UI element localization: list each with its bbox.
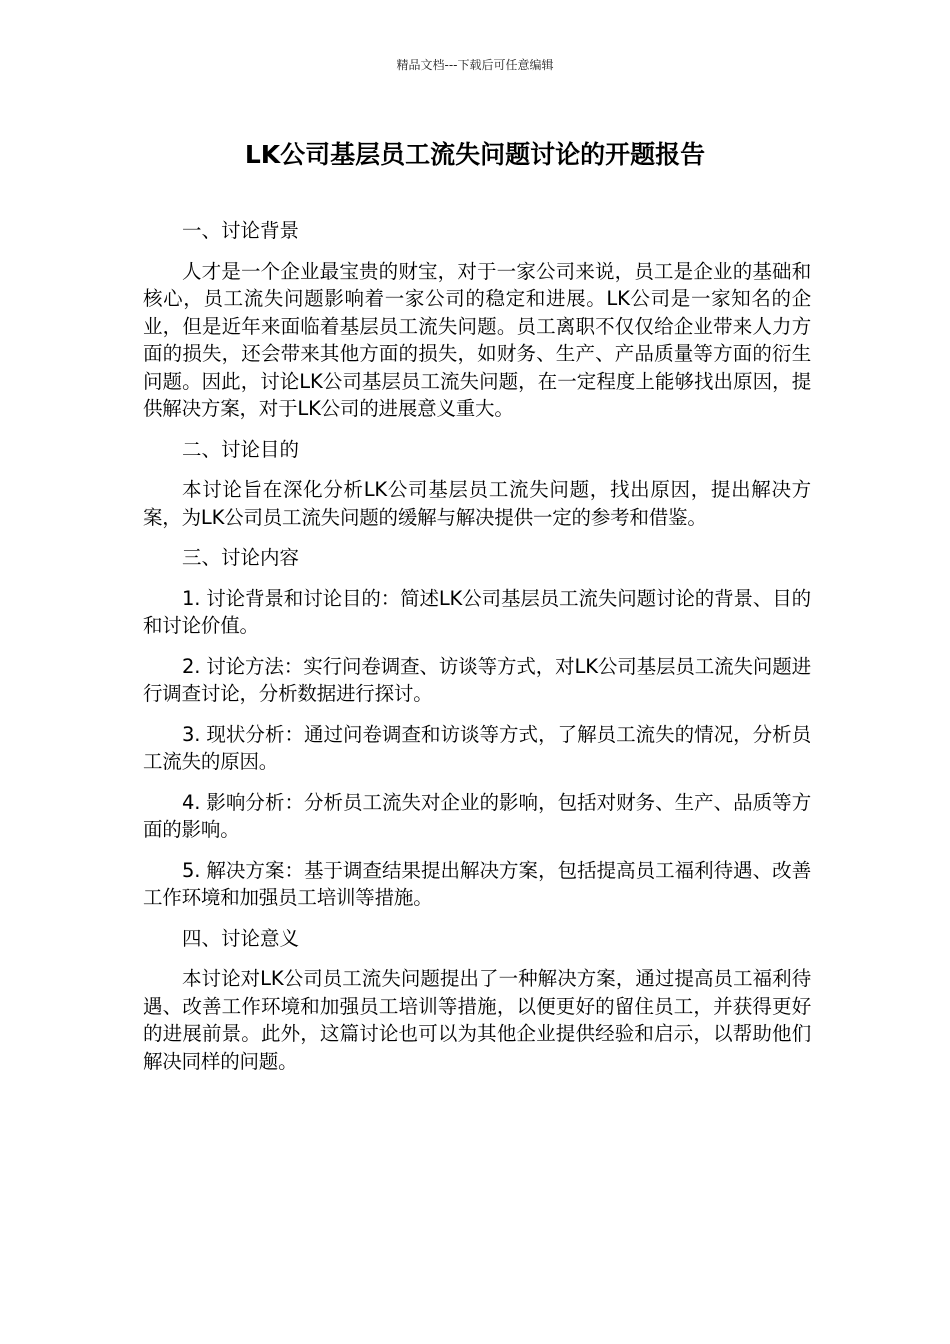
header-note: 精品文档---下载后可任意编辑: [396, 58, 554, 72]
paragraph-background: 人才是一个企业最宝贵的财宝，对于一家公司来说，员工是企业的基础和核心，员工流失问题影响着一家公司的稳定和进展。LK公司是一家知名的企业，但是近年来面临着基层员工流失问题。员工离职不仅仅给企业带来人力方面的损失，还会带来其他方面的损失，如财务、生产、产品质量等方面的衍生问题。因此，讨论LK公司基层员工流失问题，在一定程度上能够找出原因，提供解决方案，对于LK公司的进展意义重大。: [143, 259, 811, 420]
content-item-3: 3. 现状分析：通过问卷调查和访谈等方式，了解员工流失的情况，分析员工流失的原因。: [143, 722, 811, 773]
document-body: [143, 217, 811, 1088]
content-item-5: 5. 解决方案：基于调查结果提出解决方案，包括提高员工福利待遇、改善工作环境和加强员工培训等措施。: [143, 858, 811, 909]
paragraph-purpose: 本讨论旨在深化分析LK公司基层员工流失问题，找出原因，提出解决方案，为LK公司员工流失问题的缓解与解决提供一定的参考和借鉴。: [143, 478, 811, 529]
paragraph-significance: 本讨论对LK公司员工流失问题提出了一种解决方案，通过提高员工福利待遇、改善工作环境和加强员工培训等措施，以便更好的留住员工，并获得更好的进展前景。此外，这篇讨论也可以为其他企业提供经验和启示，以帮助他们解决同样的问题。: [143, 967, 811, 1073]
document-title: LK公司基层员工流失问题讨论的开题报告: [244, 140, 706, 169]
content-item-2: 2. 讨论方法：实行问卷调查、访谈等方式，对LK公司基层员工流失问题进行调查讨论，分析数据进行探讨。: [143, 654, 811, 705]
section-heading-purpose: 二、讨论目的: [182, 437, 300, 461]
content-item-4: 4. 影响分析：分析员工流失对企业的影响，包括对财务、生产、品质等方面的影响。: [143, 790, 811, 841]
section-heading-significance: 四、讨论意义: [182, 926, 300, 950]
section-heading-content: 三、讨论内容: [182, 546, 300, 569]
section-heading-background: 一、讨论背景: [182, 219, 300, 242]
content-item-1: 1. 讨论背景和讨论目的：简述LK公司基层员工流失问题讨论的背景、目的和讨论价值。: [143, 586, 811, 637]
